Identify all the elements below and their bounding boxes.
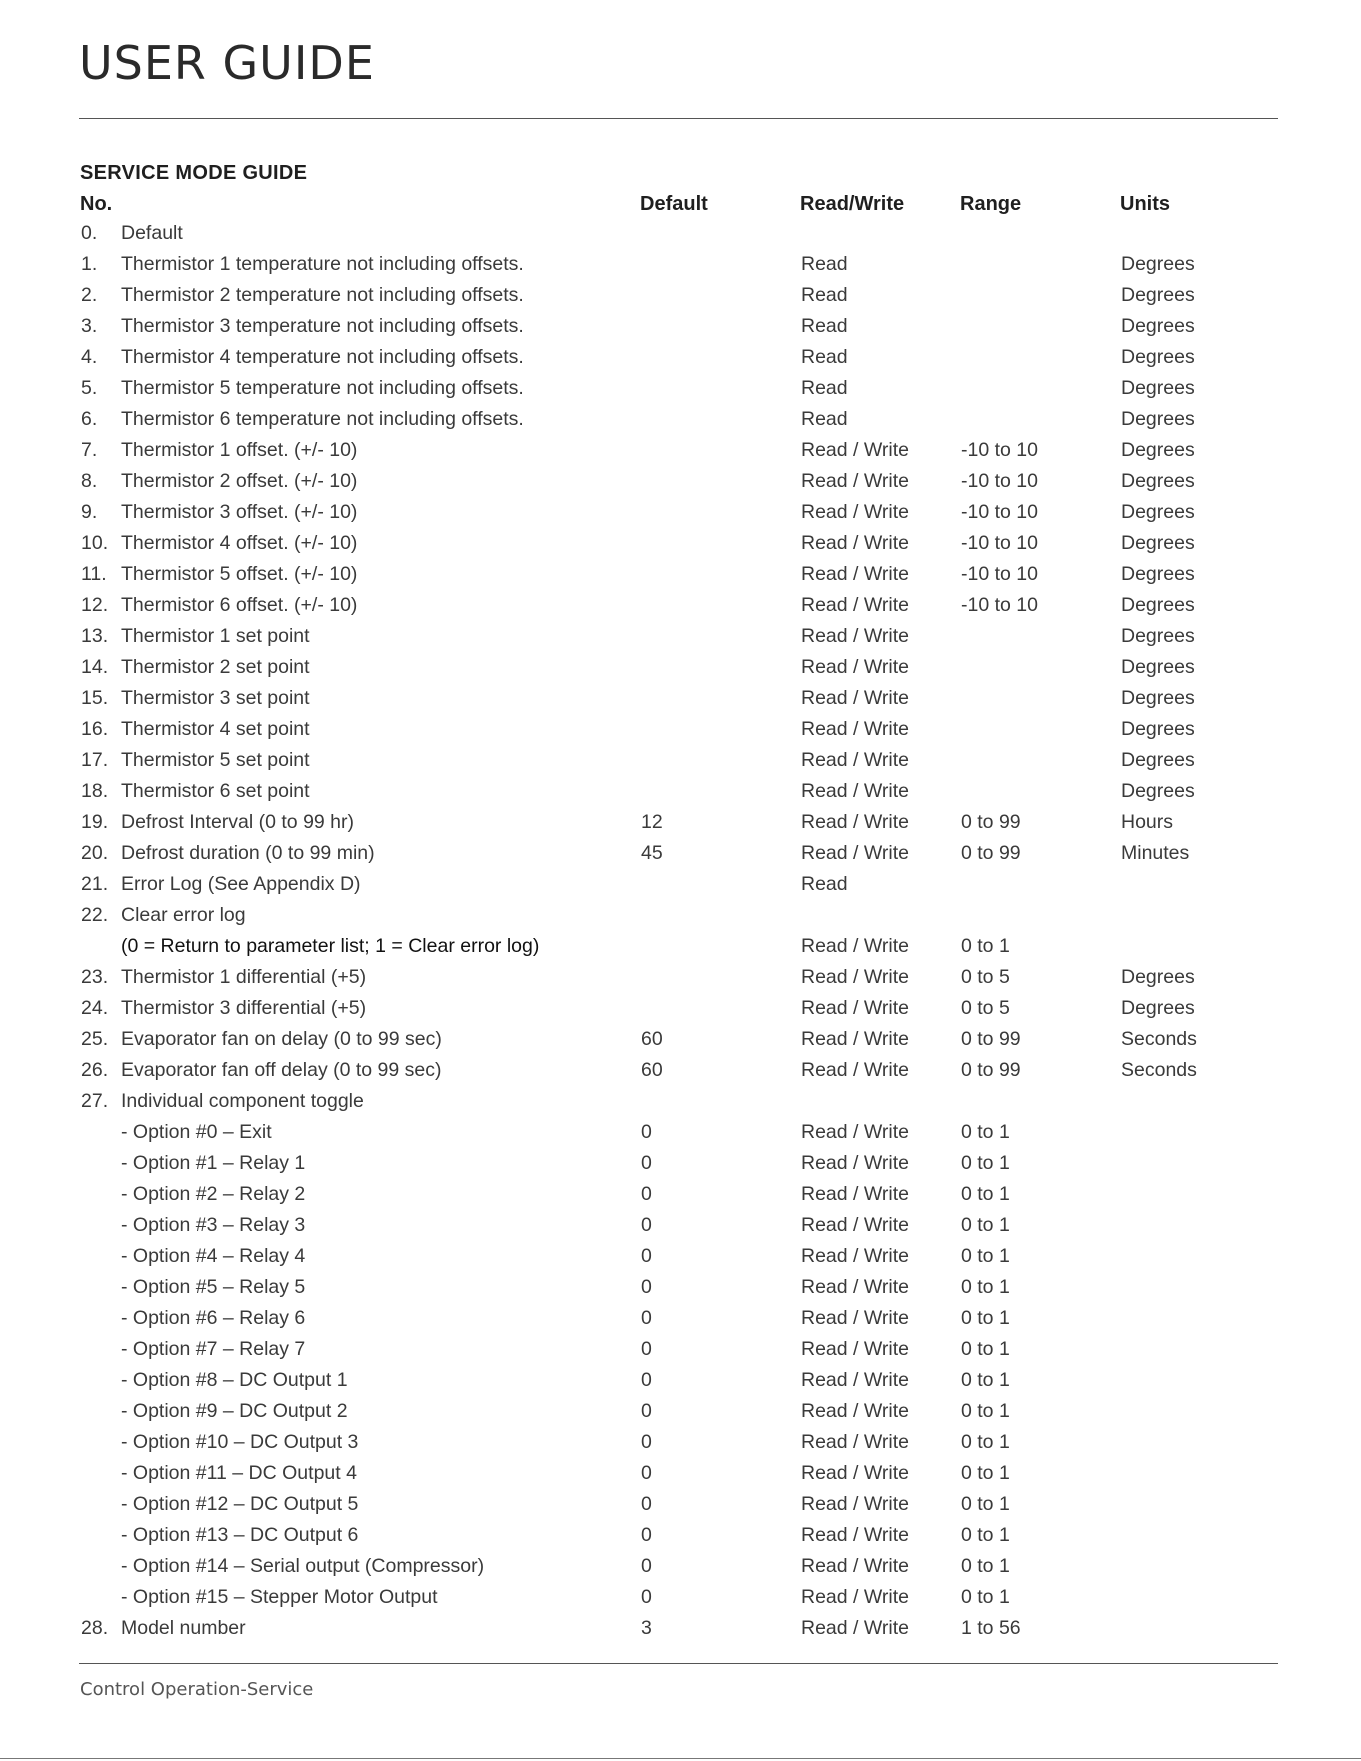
row-range: 0 to 1 <box>961 1276 1010 1298</box>
row-units: Degrees <box>1121 594 1195 616</box>
row-range: 0 to 1 <box>961 1400 1010 1422</box>
row-number: 28. <box>81 1617 109 1639</box>
row-description: Thermistor 3 offset. (+/- 10) <box>121 501 358 523</box>
row-read-write: Read / Write <box>801 1462 910 1484</box>
table-row <box>0 408 1361 439</box>
row-description: Thermistor 1 set point <box>121 625 310 647</box>
footer-divider <box>79 1663 1278 1664</box>
row-read-write: Read / Write <box>801 811 910 833</box>
row-default: 12 <box>641 811 663 833</box>
header-divider <box>79 118 1278 119</box>
row-default: 0 <box>641 1245 652 1267</box>
row-range: 0 to 1 <box>961 1586 1010 1608</box>
row-units: Degrees <box>1121 780 1195 802</box>
table-row <box>0 1214 1361 1245</box>
row-number: 16. <box>81 718 109 740</box>
row-range: 0 to 1 <box>961 935 1010 957</box>
table-row <box>0 1245 1361 1276</box>
row-units: Degrees <box>1121 749 1195 771</box>
row-number: 27. <box>81 1090 109 1112</box>
row-read-write: Read / Write <box>801 1183 910 1205</box>
row-number: 12. <box>81 594 109 616</box>
row-units: Minutes <box>1121 842 1190 864</box>
row-number: 15. <box>81 687 109 709</box>
row-number: 6. <box>81 408 98 430</box>
row-read-write: Read / Write <box>801 1369 910 1391</box>
row-description: Defrost duration (0 to 99 min) <box>121 842 375 864</box>
row-range: 0 to 1 <box>961 1431 1010 1453</box>
row-default: 0 <box>641 1586 652 1608</box>
row-read-write: Read <box>801 873 848 895</box>
row-range: 0 to 1 <box>961 1493 1010 1515</box>
row-range: 0 to 5 <box>961 966 1010 988</box>
row-read-write: Read / Write <box>801 1028 910 1050</box>
row-read-write: Read / Write <box>801 780 910 802</box>
row-number: 10. <box>81 532 109 554</box>
row-number: 4. <box>81 346 98 368</box>
row-description: Thermistor 6 temperature not including offsets. <box>121 408 524 430</box>
row-description: - Option #12 – DC Output 5 <box>121 1493 359 1515</box>
row-number: 19. <box>81 811 109 833</box>
table-row <box>0 842 1361 873</box>
row-units: Seconds <box>1121 1059 1197 1081</box>
row-units: Degrees <box>1121 346 1195 368</box>
row-description: Thermistor 3 temperature not including offsets. <box>121 315 524 337</box>
row-description: Thermistor 1 differential (+5) <box>121 966 367 988</box>
row-read-write: Read <box>801 315 848 337</box>
table-row <box>0 1586 1361 1617</box>
page-title: USER GUIDE <box>79 36 375 90</box>
row-read-write: Read / Write <box>801 532 910 554</box>
row-read-write: Read / Write <box>801 625 910 647</box>
row-description: Evaporator fan off delay (0 to 99 sec) <box>121 1059 442 1081</box>
row-default: 3 <box>641 1617 652 1639</box>
row-description: - Option #1 – Relay 1 <box>121 1152 306 1174</box>
row-default: 45 <box>641 842 663 864</box>
row-description: - Option #5 – Relay 5 <box>121 1276 306 1298</box>
page-edge <box>0 1758 1361 1759</box>
row-description: - Option #14 – Serial output (Compressor) <box>121 1555 485 1577</box>
row-description: Thermistor 1 offset. (+/- 10) <box>121 439 358 461</box>
row-default: 0 <box>641 1493 652 1515</box>
row-description: - Option #3 – Relay 3 <box>121 1214 306 1236</box>
row-description: Thermistor 2 set point <box>121 656 310 678</box>
table-row <box>0 935 1361 966</box>
table-row <box>0 253 1361 284</box>
table-row <box>0 687 1361 718</box>
row-read-write: Read / Write <box>801 1121 910 1143</box>
table-row <box>0 1028 1361 1059</box>
row-default: 60 <box>641 1028 663 1050</box>
row-units: Degrees <box>1121 377 1195 399</box>
row-default: 0 <box>641 1183 652 1205</box>
row-default: 0 <box>641 1524 652 1546</box>
row-read-write: Read <box>801 377 848 399</box>
row-description: - Option #11 – DC Output 4 <box>121 1462 357 1484</box>
table-row <box>0 1400 1361 1431</box>
row-read-write: Read / Write <box>801 1245 910 1267</box>
row-read-write: Read / Write <box>801 842 910 864</box>
row-range: -10 to 10 <box>961 439 1038 461</box>
row-read-write: Read / Write <box>801 749 910 771</box>
table-row <box>0 997 1361 1028</box>
row-range: 0 to 1 <box>961 1338 1010 1360</box>
row-description: Thermistor 6 offset. (+/- 10) <box>121 594 358 616</box>
row-range: 0 to 99 <box>961 811 1021 833</box>
row-read-write: Read / Write <box>801 935 910 957</box>
row-units: Degrees <box>1121 439 1195 461</box>
row-default: 0 <box>641 1462 652 1484</box>
row-units: Degrees <box>1121 253 1195 275</box>
row-description: Default <box>121 222 183 244</box>
table-row <box>0 501 1361 532</box>
row-units: Degrees <box>1121 284 1195 306</box>
row-read-write: Read / Write <box>801 470 910 492</box>
row-description: - Option #13 – DC Output 6 <box>121 1524 359 1546</box>
row-description: Thermistor 5 set point <box>121 749 310 771</box>
table-row <box>0 1555 1361 1586</box>
header-range: Range <box>960 193 1022 215</box>
row-number: 1. <box>81 253 98 275</box>
row-description: Thermistor 5 temperature not including offsets. <box>121 377 524 399</box>
row-range: 0 to 1 <box>961 1462 1010 1484</box>
row-range: 0 to 1 <box>961 1524 1010 1546</box>
table-row <box>0 377 1361 408</box>
row-description: Thermistor 4 set point <box>121 718 310 740</box>
table-row <box>0 1090 1361 1121</box>
row-description: - Option #2 – Relay 2 <box>121 1183 306 1205</box>
row-range: 0 to 1 <box>961 1183 1010 1205</box>
table-row <box>0 470 1361 501</box>
row-description: Thermistor 3 set point <box>121 687 310 709</box>
row-read-write: Read / Write <box>801 1400 910 1422</box>
row-range: 0 to 1 <box>961 1245 1010 1267</box>
row-range: 0 to 5 <box>961 997 1010 1019</box>
row-description: Defrost Interval (0 to 99 hr) <box>121 811 355 833</box>
row-units: Degrees <box>1121 501 1195 523</box>
row-description: (0 = Return to parameter list; 1 = Clear error log) <box>121 935 540 957</box>
row-number: 20. <box>81 842 109 864</box>
row-range: 0 to 1 <box>961 1121 1010 1143</box>
row-units: Degrees <box>1121 408 1195 430</box>
row-number: 11. <box>81 563 107 585</box>
row-description: Clear error log <box>121 904 246 926</box>
row-read-write: Read / Write <box>801 439 910 461</box>
row-read-write: Read / Write <box>801 1214 910 1236</box>
row-read-write: Read / Write <box>801 1586 910 1608</box>
row-description: Evaporator fan on delay (0 to 99 sec) <box>121 1028 442 1050</box>
table-row <box>0 563 1361 594</box>
table-row <box>0 1276 1361 1307</box>
row-number: 3. <box>81 315 98 337</box>
table-row <box>0 315 1361 346</box>
table-row <box>0 966 1361 997</box>
row-description: - Option #0 – Exit <box>121 1121 272 1143</box>
row-number: 0. <box>81 222 98 244</box>
table-row <box>0 1431 1361 1462</box>
row-units: Degrees <box>1121 563 1195 585</box>
row-units: Degrees <box>1121 997 1195 1019</box>
row-description: Thermistor 1 temperature not including offsets. <box>121 253 524 275</box>
row-number: 5. <box>81 377 98 399</box>
row-default: 0 <box>641 1400 652 1422</box>
row-number: 8. <box>81 470 98 492</box>
table-row <box>0 594 1361 625</box>
row-range: 0 to 99 <box>961 1059 1021 1081</box>
row-read-write: Read <box>801 253 848 275</box>
row-number: 2. <box>81 284 98 306</box>
row-range: 0 to 1 <box>961 1369 1010 1391</box>
row-number: 22. <box>81 904 109 926</box>
table-row <box>0 1338 1361 1369</box>
row-number: 7. <box>81 439 98 461</box>
row-number: 25. <box>81 1028 109 1050</box>
row-range: -10 to 10 <box>961 501 1038 523</box>
row-read-write: Read <box>801 346 848 368</box>
row-default: 0 <box>641 1214 652 1236</box>
table-row <box>0 1183 1361 1214</box>
row-range: -10 to 10 <box>961 594 1038 616</box>
row-default: 0 <box>641 1121 652 1143</box>
row-range: 0 to 1 <box>961 1214 1010 1236</box>
row-description: Thermistor 3 differential (+5) <box>121 997 367 1019</box>
table-row <box>0 439 1361 470</box>
section-title: SERVICE MODE GUIDE <box>80 162 308 184</box>
row-description: Model number <box>121 1617 246 1639</box>
row-range: 0 to 99 <box>961 842 1021 864</box>
row-range: 0 to 99 <box>961 1028 1021 1050</box>
row-range: 0 to 1 <box>961 1555 1010 1577</box>
row-range: -10 to 10 <box>961 470 1038 492</box>
row-range: 1 to 56 <box>961 1617 1021 1639</box>
table-row <box>0 625 1361 656</box>
table-row <box>0 1121 1361 1152</box>
header-read-write: Read/Write <box>800 193 905 215</box>
table-row <box>0 346 1361 377</box>
row-units: Seconds <box>1121 1028 1197 1050</box>
row-number: 23. <box>81 966 109 988</box>
row-read-write: Read / Write <box>801 1059 910 1081</box>
table-row <box>0 1059 1361 1090</box>
row-units: Hours <box>1121 811 1174 833</box>
table-row <box>0 1493 1361 1524</box>
table-row <box>0 1617 1361 1648</box>
row-description: - Option #6 – Relay 6 <box>121 1307 306 1329</box>
row-read-write: Read / Write <box>801 1617 910 1639</box>
row-description: Thermistor 2 offset. (+/- 10) <box>121 470 358 492</box>
row-read-write: Read <box>801 284 848 306</box>
row-description: - Option #15 – Stepper Motor Output <box>121 1586 438 1608</box>
row-description: Thermistor 4 offset. (+/- 10) <box>121 532 358 554</box>
table-row <box>0 718 1361 749</box>
row-number: 17. <box>81 749 109 771</box>
row-read-write: Read <box>801 408 848 430</box>
row-read-write: Read / Write <box>801 718 910 740</box>
row-units: Degrees <box>1121 718 1195 740</box>
table-row <box>0 656 1361 687</box>
table-row <box>0 532 1361 563</box>
row-default: 0 <box>641 1431 652 1453</box>
row-description: - Option #10 – DC Output 3 <box>121 1431 359 1453</box>
table-row <box>0 222 1361 253</box>
table-row <box>0 1524 1361 1555</box>
row-description: Individual component toggle <box>121 1090 364 1112</box>
table-row <box>0 1152 1361 1183</box>
row-read-write: Read / Write <box>801 997 910 1019</box>
table-row <box>0 1369 1361 1400</box>
row-read-write: Read / Write <box>801 1524 910 1546</box>
header-default: Default <box>640 193 708 215</box>
row-range: 0 to 1 <box>961 1152 1010 1174</box>
row-read-write: Read / Write <box>801 1338 910 1360</box>
row-units: Degrees <box>1121 656 1195 678</box>
row-number: 18. <box>81 780 109 802</box>
row-units: Degrees <box>1121 625 1195 647</box>
row-default: 0 <box>641 1369 652 1391</box>
table-row <box>0 811 1361 842</box>
table-row <box>0 1307 1361 1338</box>
row-read-write: Read / Write <box>801 501 910 523</box>
table-row <box>0 780 1361 811</box>
row-description: - Option #7 – Relay 7 <box>121 1338 306 1360</box>
row-number: 13. <box>81 625 109 647</box>
row-units: Degrees <box>1121 470 1195 492</box>
row-read-write: Read / Write <box>801 1555 910 1577</box>
row-read-write: Read / Write <box>801 1431 910 1453</box>
row-number: 21. <box>81 873 109 895</box>
header-units: Units <box>1120 193 1170 215</box>
row-units: Degrees <box>1121 966 1195 988</box>
row-description: Thermistor 2 temperature not including offsets. <box>121 284 524 306</box>
row-read-write: Read / Write <box>801 656 910 678</box>
table-row <box>0 1462 1361 1493</box>
header-no: No. <box>80 193 113 215</box>
row-description: Thermistor 4 temperature not including offsets. <box>121 346 524 368</box>
footer-text: Control Operation-Service <box>80 1679 314 1700</box>
table-row <box>0 904 1361 935</box>
row-number: 14. <box>81 656 109 678</box>
row-read-write: Read / Write <box>801 1307 910 1329</box>
row-description: Thermistor 5 offset. (+/- 10) <box>121 563 358 585</box>
table-row <box>0 873 1361 904</box>
row-default: 0 <box>641 1307 652 1329</box>
row-read-write: Read / Write <box>801 1276 910 1298</box>
table-row <box>0 749 1361 780</box>
row-read-write: Read / Write <box>801 687 910 709</box>
row-description: Error Log (See Appendix D) <box>121 873 361 895</box>
row-default: 0 <box>641 1555 652 1577</box>
row-default: 0 <box>641 1152 652 1174</box>
row-description: - Option #9 – DC Output 2 <box>121 1400 348 1422</box>
row-number: 24. <box>81 997 109 1019</box>
row-range: 0 to 1 <box>961 1307 1010 1329</box>
row-number: 9. <box>81 501 98 523</box>
row-default: 0 <box>641 1276 652 1298</box>
row-read-write: Read / Write <box>801 563 910 585</box>
row-range: -10 to 10 <box>961 563 1038 585</box>
row-number: 26. <box>81 1059 109 1081</box>
row-description: - Option #4 – Relay 4 <box>121 1245 306 1267</box>
table-row <box>0 284 1361 315</box>
row-units: Degrees <box>1121 315 1195 337</box>
row-units: Degrees <box>1121 532 1195 554</box>
row-read-write: Read / Write <box>801 966 910 988</box>
row-description: - Option #8 – DC Output 1 <box>121 1369 348 1391</box>
row-read-write: Read / Write <box>801 1493 910 1515</box>
row-units: Degrees <box>1121 687 1195 709</box>
row-range: -10 to 10 <box>961 532 1038 554</box>
row-read-write: Read / Write <box>801 594 910 616</box>
row-read-write: Read / Write <box>801 1152 910 1174</box>
row-default: 60 <box>641 1059 663 1081</box>
row-default: 0 <box>641 1338 652 1360</box>
row-description: Thermistor 6 set point <box>121 780 310 802</box>
